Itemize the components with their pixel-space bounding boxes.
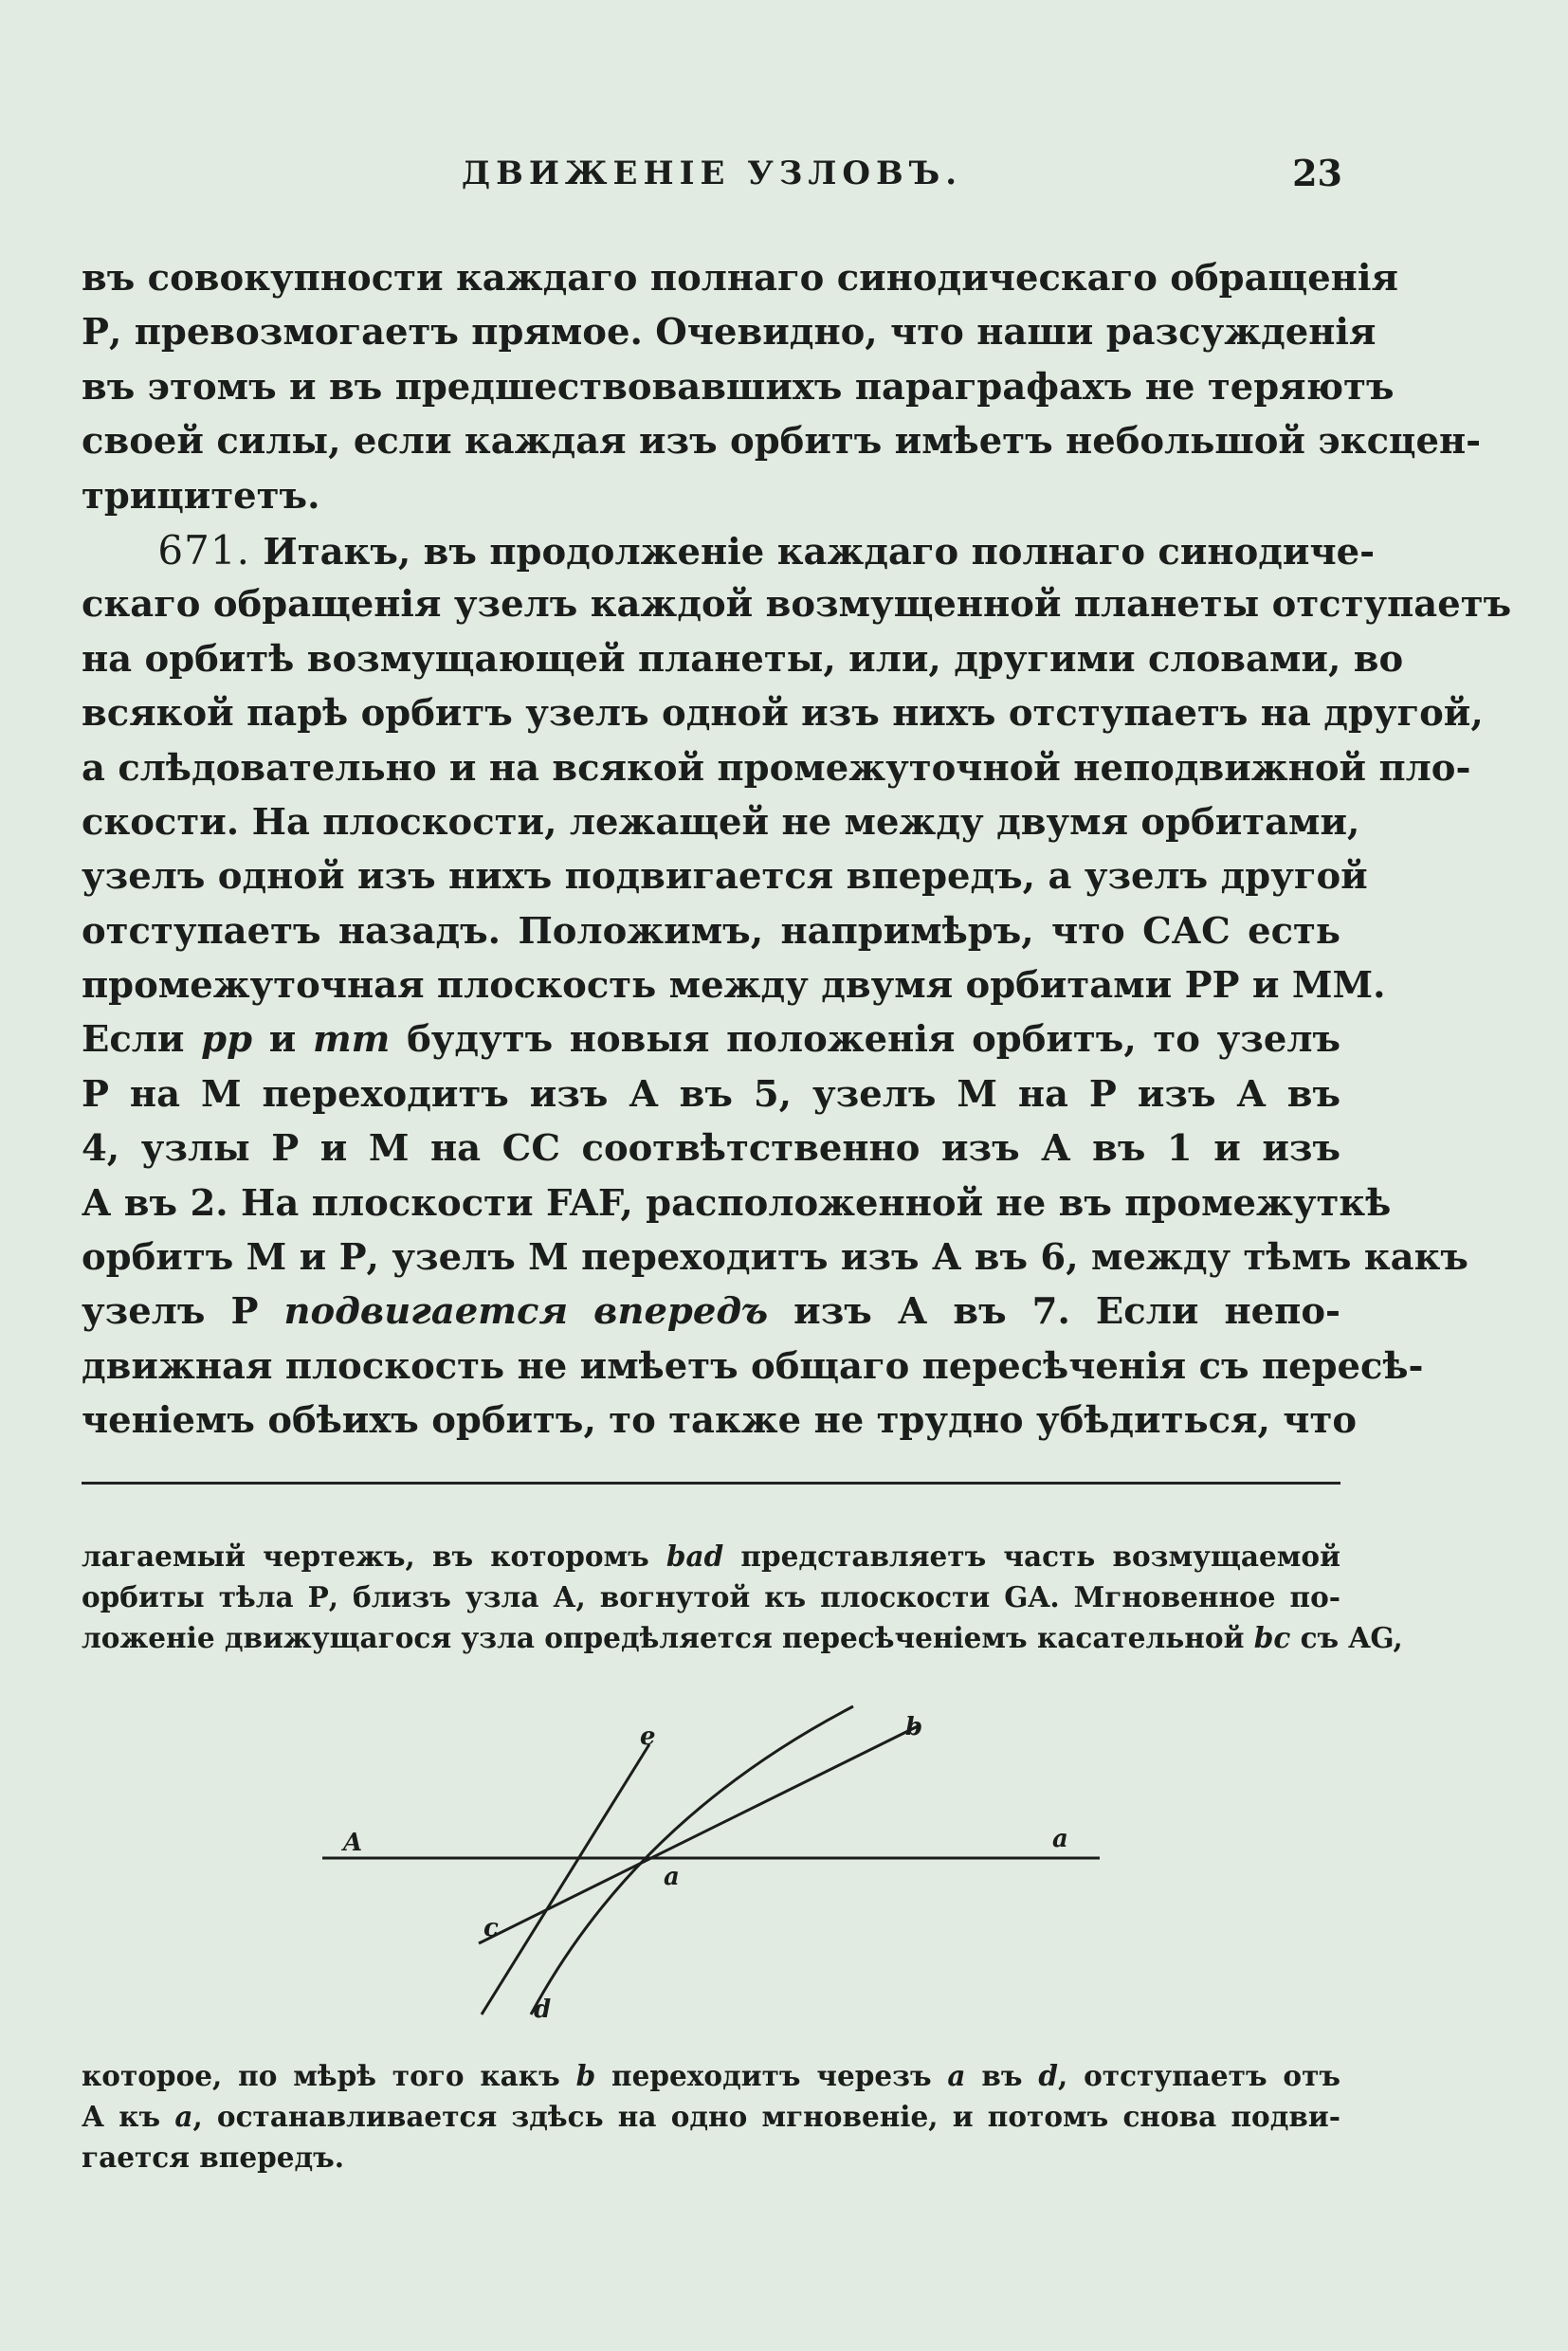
text-line: орбитъ М и Р, узелъ М переходитъ изъ А въ 6, между тѣмъ какъ	[82, 1236, 1468, 1280]
text-fragment: Итакъ, въ продолженіе каждаго полнаго синодиче-	[263, 530, 1376, 574]
text-line: отступаетъ назадъ. Положимъ, напримѣръ, что САС есть	[82, 909, 1340, 953]
italic-term: d	[1038, 2059, 1058, 2092]
page-number: 23	[1292, 152, 1342, 194]
italic-term: a	[174, 2100, 193, 2133]
text-line: въ этомъ и въ предшествовавшихъ параграфахъ не теряютъ	[82, 365, 1395, 409]
label-b: b	[905, 1713, 923, 1741]
text-fragment: изъ А въ 7. Если непо-	[768, 1290, 1340, 1334]
caption-line	[82, 2055, 1340, 2096]
main-text	[82, 251, 1512, 1449]
text-line: промежуточная плоскость между двумя орбитами РР и ММ.	[82, 964, 1386, 1008]
label-a-right: a	[1052, 1825, 1068, 1853]
label-c: c	[483, 1914, 499, 1942]
text-line: трицитетъ.	[82, 474, 320, 518]
text-line: своей силы, если каждая изъ орбитъ имѣетъ небольшой эксцен-	[82, 420, 1482, 464]
italic-term: bc	[1253, 1621, 1291, 1654]
text-fragment: , останавливается здѣсь на одно мгновеніе, и потомъ снова подви-	[192, 2100, 1341, 2133]
text-fragment: которое, по мѣрѣ того какъ	[82, 2059, 576, 2092]
footnote-line	[82, 1617, 1403, 1658]
text-fragment: А къ	[82, 2100, 175, 2133]
caption-line: гается впередъ.	[82, 2141, 345, 2174]
header-title: ДВИЖЕНІЕ УЗЛОВЪ.	[461, 155, 963, 192]
text-fragment: , отступаетъ отъ	[1058, 2059, 1341, 2092]
text-fragment: узелъ Р	[82, 1290, 284, 1334]
text-line: Р, превозмогаетъ прямое. Очевидно, что наши разсужденія	[82, 311, 1377, 355]
text-fragment: съ AG,	[1290, 1621, 1403, 1654]
text-line: Р на М переходитъ изъ А въ 5, узелъ М на Р изъ А въ	[82, 1072, 1340, 1116]
text-fragment: переходитъ черезъ	[595, 2059, 948, 2092]
text-line	[82, 1012, 1340, 1066]
italic-term: a	[947, 2059, 966, 2092]
figure-caption	[82, 2055, 1340, 2178]
geometric-figure	[322, 1687, 1128, 2019]
italic-term: b	[575, 2059, 596, 2092]
caption-line	[82, 2096, 1340, 2137]
running-header	[82, 150, 1342, 197]
text-fragment: и	[252, 1018, 313, 1062]
paragraph-first-line	[82, 523, 1376, 577]
text-line: скаго обращенія узелъ каждой возмущенной планеты отступаетъ	[82, 583, 1512, 627]
italic-term: mm	[312, 1018, 391, 1062]
footnote-line: орбиты тѣла Р, близъ узла А, вогнутой къ плоскости GA. Мгновенное по-	[82, 1580, 1340, 1613]
text-fragment: будутъ новыя положенія орбитъ, то узелъ	[390, 1018, 1340, 1062]
italic-term: bad	[665, 1540, 724, 1573]
footnote	[82, 1536, 1403, 1658]
text-line: 4, узлы Р и М на СС соотвѣтственно изъ А въ 1 и изъ	[82, 1127, 1340, 1171]
text-fragment: ложеніе движущагося узла опредѣляется пересѣченіемъ касательной	[82, 1621, 1254, 1654]
label-A: A	[343, 1829, 363, 1857]
text-fragment: Если	[82, 1018, 202, 1062]
footnote-divider	[82, 1482, 1340, 1485]
label-e: e	[640, 1722, 656, 1751]
paragraph-number: 671.	[157, 526, 250, 574]
text-line: а слѣдовательно и на всякой промежуточной неподвижной пло-	[82, 746, 1471, 790]
text-fragment: лагаемый чертежъ, въ которомъ	[82, 1540, 666, 1573]
footnote-line	[82, 1536, 1340, 1576]
text-line: ченіемъ обѣихъ орбитъ, то также не трудно убѣдиться, что	[82, 1399, 1357, 1443]
text-line: всякой парѣ орбитъ узелъ одной изъ нихъ отступаетъ на другой,	[82, 692, 1484, 736]
text-line: узелъ одной изъ нихъ подвигается впередъ, а узелъ другой	[82, 855, 1368, 899]
orbit-curve-bad	[531, 1706, 853, 2014]
text-line: на орбитѣ возмущающей планеты, или, другими словами, во	[82, 637, 1404, 681]
text-fragment: представляетъ часть возмущаемой	[723, 1540, 1340, 1573]
italic-term: pp	[201, 1018, 253, 1062]
text-line: въ совокупности каждаго полнаго синодическаго обращенія	[82, 257, 1398, 300]
text-line: скости. На плоскости, лежащей не между двумя орбитами,	[82, 800, 1360, 844]
text-fragment: въ	[965, 2059, 1039, 2092]
italic-phrase: подвигается впередъ	[283, 1290, 769, 1334]
figure-diagram	[322, 1687, 1128, 2019]
label-d: d	[534, 1996, 552, 2019]
text-line	[82, 1285, 1340, 1339]
text-line: движная плоскость не имѣетъ общаго пересѣченія съ пересѣ-	[82, 1344, 1424, 1388]
label-a-center: a	[664, 1863, 680, 1891]
text-line: А въ 2. На плоскости FAF, расположенной не въ промежуткѣ	[82, 1181, 1392, 1225]
